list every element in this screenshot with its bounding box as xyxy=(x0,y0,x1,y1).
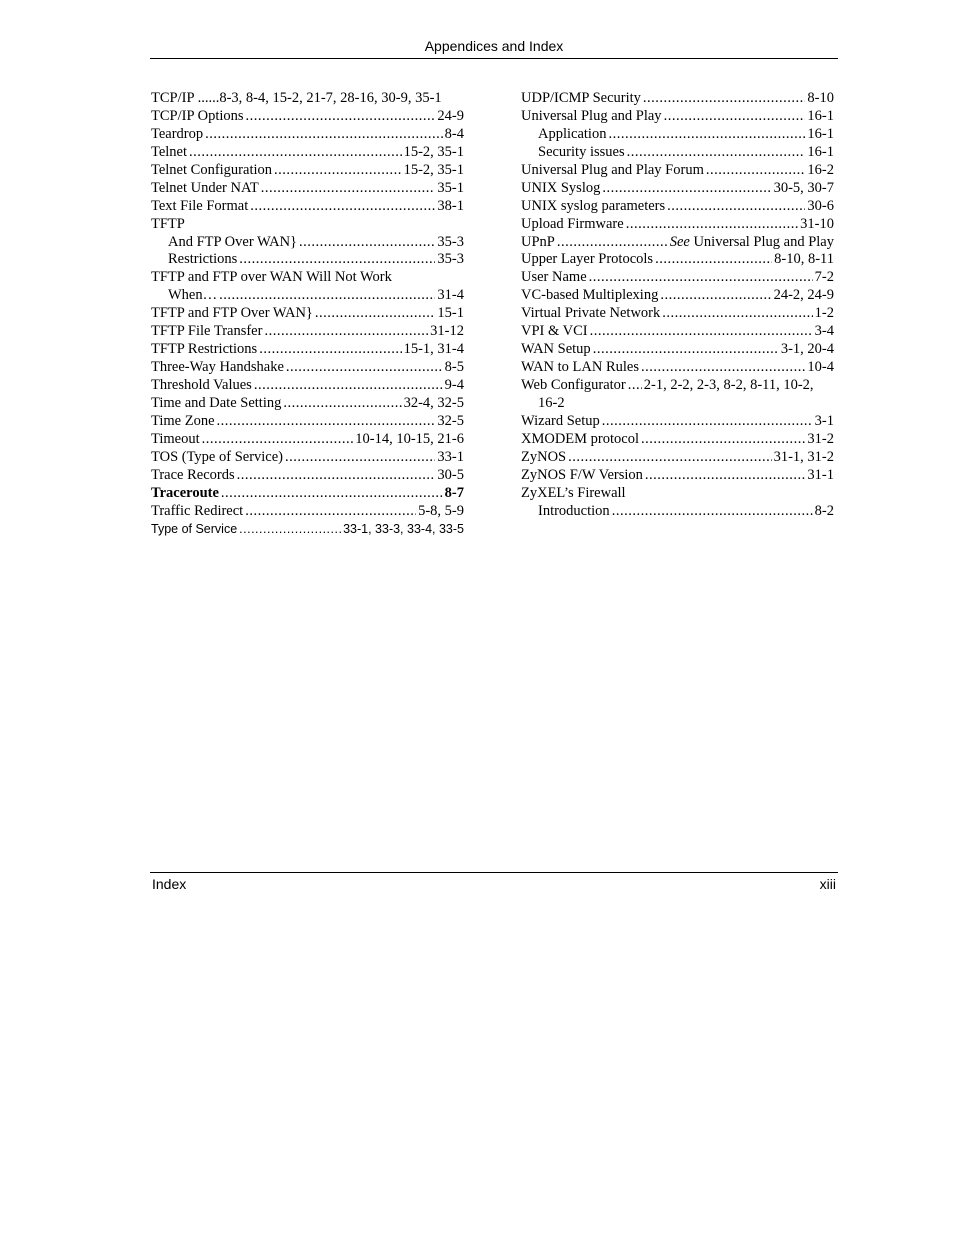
index-entry: TOS (Type of Service) ..... 33-1 xyxy=(151,449,464,467)
index-entry: TFTP and FTP over WAN Will Not Work xyxy=(151,269,392,286)
index-entry: Time and Date Setting ..... 32-4, 32-5 xyxy=(151,395,464,413)
header-title: Appendices and Index xyxy=(424,38,564,54)
index-entry: Telnet ..... 15-2, 35-1 xyxy=(151,144,464,162)
index-subentry: Security issues ..... 16-1 xyxy=(521,144,834,162)
index-entry: ZyXEL’s Firewall xyxy=(521,484,626,501)
index-entry: WAN Setup ..... 3-1, 20-4 xyxy=(521,341,834,359)
index-entry: UNIX syslog parameters ..... 30-6 xyxy=(521,198,834,216)
index-entry: User Name ..... 7-2 xyxy=(521,269,834,287)
index-entry: ZyNOS F/W Version ..... 31-1 xyxy=(521,467,834,485)
index-entry: TFTP and FTP Over WAN} ..... 15-1 xyxy=(151,305,464,323)
index-entry: Upload Firmware ..... 31-10 xyxy=(521,216,834,234)
index-entry: TFTP File Transfer ..... 31-12 xyxy=(151,323,464,341)
index-entry: Teardrop ..... 8-4 xyxy=(151,126,464,144)
index-entry: Upper Layer Protocols ..... 8-10, 8-11 xyxy=(521,251,834,269)
index-entry: Traffic Redirect ..... 5-8, 5-9 xyxy=(151,503,464,521)
page-number: xiii xyxy=(819,876,836,892)
index-entry-continued: 16-2 xyxy=(538,394,565,411)
index-entry: ZyNOS ..... 31-1, 31-2 xyxy=(521,449,834,467)
index-entry: Wizard Setup ..... 3-1 xyxy=(521,413,834,431)
index-column-right xyxy=(521,90,834,521)
index-entry: Three-Way Handshake ..... 8-5 xyxy=(151,359,464,377)
index-entry: XMODEM protocol ..... 31-2 xyxy=(521,431,834,449)
see-reference: See xyxy=(669,233,690,250)
index-entry: Telnet Configuration ..... 15-2, 35-1 xyxy=(151,162,464,180)
index-entry: Timeout ..... 10-14, 10-15, 21-6 xyxy=(151,431,464,449)
index-entry: Universal Plug and Play ..... 16-1 xyxy=(521,108,834,126)
index-entry: Trace Records ..... 30-5 xyxy=(151,467,464,485)
index-entry: TFTP xyxy=(151,215,185,232)
footer-section-label: Index xyxy=(152,876,187,892)
index-entry: Threshold Values ..... 9-4 xyxy=(151,377,464,395)
index-column-left xyxy=(151,90,464,538)
index-entry: UNIX Syslog ..... 30-5, 30-7 xyxy=(521,180,834,198)
index-entry: UPnP ..... See Universal Plug and Play xyxy=(521,234,834,252)
index-entry: Traceroute ..... 8-7 xyxy=(151,485,464,503)
page-footer xyxy=(150,872,838,895)
index-entry: Web Configurator ..... 2-1, 2-2, 2-3, 8-2, 8-11, 10-2, xyxy=(521,377,834,395)
index-entry: TFTP Restrictions ..... 15-1, 31-4 xyxy=(151,341,464,359)
page-header xyxy=(150,36,838,59)
index-subentry: Restrictions ..... 35-3 xyxy=(151,251,464,269)
index-entry: Time Zone ..... 32-5 xyxy=(151,413,464,431)
index-subentry: And FTP Over WAN} ..... 35-3 xyxy=(151,234,464,252)
index-subentry: Application ..... 16-1 xyxy=(521,126,834,144)
index-entry: Text File Format ..... 38-1 xyxy=(151,198,464,216)
index-entry: Telnet Under NAT ..... 35-1 xyxy=(151,180,464,198)
index-entry-continued: When… ..... 31-4 xyxy=(151,287,464,305)
index-entry: VPI & VCI ..... 3-4 xyxy=(521,323,834,341)
index-entry: WAN to LAN Rules ..... 10-4 xyxy=(521,359,834,377)
index-entry: VC-based Multiplexing ..... 24-2, 24-9 xyxy=(521,287,834,305)
index-subentry: Introduction ..... 8-2 xyxy=(521,503,834,521)
index-entry: UDP/ICMP Security ..... 8-10 xyxy=(521,90,834,108)
index-entry: TCP/IP Options ..... 24-9 xyxy=(151,108,464,126)
index-entry: Type of Service ..... 33-1, 33-3, 33-4, 33-5 xyxy=(151,521,464,539)
index-entry: Universal Plug and Play Forum ..... 16-2 xyxy=(521,162,834,180)
index-entry: Virtual Private Network ..... 1-2 xyxy=(521,305,834,323)
index-entry: TCP/IP ......8-3, 8-4, 15-2, 21-7, 28-16, 30-9, 35-1 xyxy=(151,90,442,106)
